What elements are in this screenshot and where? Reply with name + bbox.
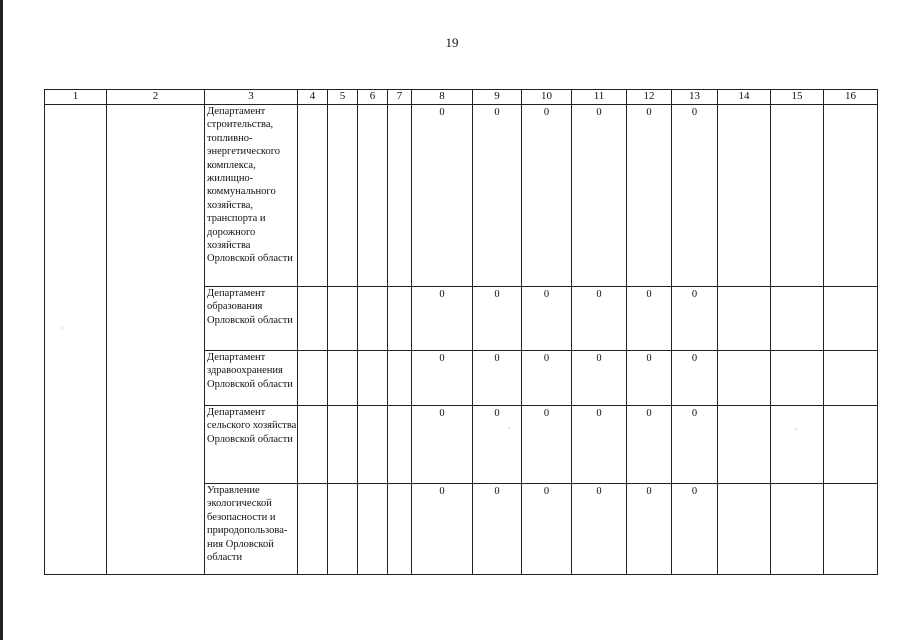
department-cell: Управление экологической безопасности и природопользова-ния Орловской области bbox=[205, 484, 298, 575]
column-header: 9 bbox=[473, 90, 522, 105]
value-cell: 0 bbox=[412, 484, 473, 575]
value-cell: 0 bbox=[473, 484, 522, 575]
value-cell: 0 bbox=[672, 484, 718, 575]
empty-cell bbox=[824, 287, 878, 351]
merged-cell-col1 bbox=[45, 105, 107, 575]
value-cell: 0 bbox=[572, 105, 627, 287]
page-number: 19 bbox=[445, 35, 459, 50]
empty-cell bbox=[328, 287, 358, 351]
empty-cell bbox=[771, 484, 824, 575]
data-table bbox=[44, 89, 878, 575]
empty-cell bbox=[718, 351, 771, 406]
value-cell: 0 bbox=[627, 484, 672, 575]
value-cell: 0 bbox=[627, 287, 672, 351]
value-cell: 0 bbox=[572, 484, 627, 575]
department-cell: Департамент здравоохранения Орловской области bbox=[205, 351, 298, 406]
value-cell: 0 bbox=[627, 406, 672, 484]
value-cell: 0 bbox=[412, 287, 473, 351]
value-cell: 0 bbox=[572, 351, 627, 406]
empty-cell bbox=[358, 406, 388, 484]
empty-cell bbox=[358, 105, 388, 287]
empty-cell bbox=[824, 105, 878, 287]
empty-cell bbox=[298, 287, 328, 351]
column-header: 3 bbox=[205, 90, 298, 105]
column-header: 8 bbox=[412, 90, 473, 105]
column-header: 7 bbox=[388, 90, 412, 105]
empty-cell bbox=[824, 406, 878, 484]
column-number-row bbox=[45, 90, 878, 105]
value-cell: 0 bbox=[672, 351, 718, 406]
value-cell: 0 bbox=[473, 105, 522, 287]
value-cell: 0 bbox=[572, 406, 627, 484]
empty-cell bbox=[328, 406, 358, 484]
column-header: 10 bbox=[522, 90, 572, 105]
value-cell: 0 bbox=[522, 105, 572, 287]
column-header: 2 bbox=[107, 90, 205, 105]
merged-cell-col2 bbox=[107, 105, 205, 575]
empty-cell bbox=[718, 484, 771, 575]
value-cell: 0 bbox=[627, 105, 672, 287]
empty-cell bbox=[824, 484, 878, 575]
department-cell: Департамент сельского хозяйства Орловской области bbox=[205, 406, 298, 484]
column-header: 6 bbox=[358, 90, 388, 105]
department-cell: Департамент образования Орловской области bbox=[205, 287, 298, 351]
value-cell: 0 bbox=[412, 406, 473, 484]
column-header: 5 bbox=[328, 90, 358, 105]
empty-cell bbox=[388, 406, 412, 484]
empty-cell bbox=[298, 484, 328, 575]
column-header: 14 bbox=[718, 90, 771, 105]
value-cell: 0 bbox=[672, 406, 718, 484]
empty-cell bbox=[388, 287, 412, 351]
empty-cell bbox=[328, 484, 358, 575]
value-cell: 0 bbox=[522, 406, 572, 484]
column-header: 4 bbox=[298, 90, 328, 105]
empty-cell bbox=[771, 287, 824, 351]
scan-speck: · bbox=[795, 425, 798, 434]
value-cell: 0 bbox=[522, 351, 572, 406]
empty-cell bbox=[718, 406, 771, 484]
empty-cell bbox=[388, 484, 412, 575]
empty-cell bbox=[358, 484, 388, 575]
empty-cell bbox=[771, 406, 824, 484]
value-cell: 0 bbox=[627, 351, 672, 406]
department-cell: Департамент строительства, топливно-энергетического комплекса, жилищно-коммунального хозяйства, транспорта и дорожного хозяйства Орловской области bbox=[205, 105, 298, 287]
value-cell: 0 bbox=[473, 287, 522, 351]
column-header: 1 bbox=[45, 90, 107, 105]
empty-cell bbox=[328, 351, 358, 406]
empty-cell bbox=[298, 105, 328, 287]
value-cell: 0 bbox=[412, 105, 473, 287]
page-edge-bar bbox=[0, 0, 3, 640]
column-header: 13 bbox=[672, 90, 718, 105]
value-cell: 0 bbox=[522, 484, 572, 575]
column-header: 16 bbox=[824, 90, 878, 105]
value-cell: 0 bbox=[473, 406, 522, 484]
empty-cell bbox=[388, 351, 412, 406]
empty-cell bbox=[718, 287, 771, 351]
empty-cell bbox=[388, 105, 412, 287]
empty-cell bbox=[771, 105, 824, 287]
empty-cell bbox=[718, 105, 771, 287]
value-cell: 0 bbox=[572, 287, 627, 351]
value-cell: 0 bbox=[672, 105, 718, 287]
empty-cell bbox=[358, 351, 388, 406]
value-cell: 0 bbox=[522, 287, 572, 351]
empty-cell bbox=[328, 105, 358, 287]
scan-speck: · bbox=[61, 324, 64, 333]
empty-cell bbox=[771, 351, 824, 406]
column-header: 15 bbox=[771, 90, 824, 105]
column-header: 12 bbox=[627, 90, 672, 105]
value-cell: 0 bbox=[672, 287, 718, 351]
scan-speck: · bbox=[508, 424, 511, 433]
column-header: 11 bbox=[572, 90, 627, 105]
empty-cell bbox=[358, 287, 388, 351]
table-row bbox=[45, 105, 878, 287]
value-cell: 0 bbox=[412, 351, 473, 406]
empty-cell bbox=[824, 351, 878, 406]
value-cell: 0 bbox=[473, 351, 522, 406]
empty-cell bbox=[298, 351, 328, 406]
empty-cell bbox=[298, 406, 328, 484]
